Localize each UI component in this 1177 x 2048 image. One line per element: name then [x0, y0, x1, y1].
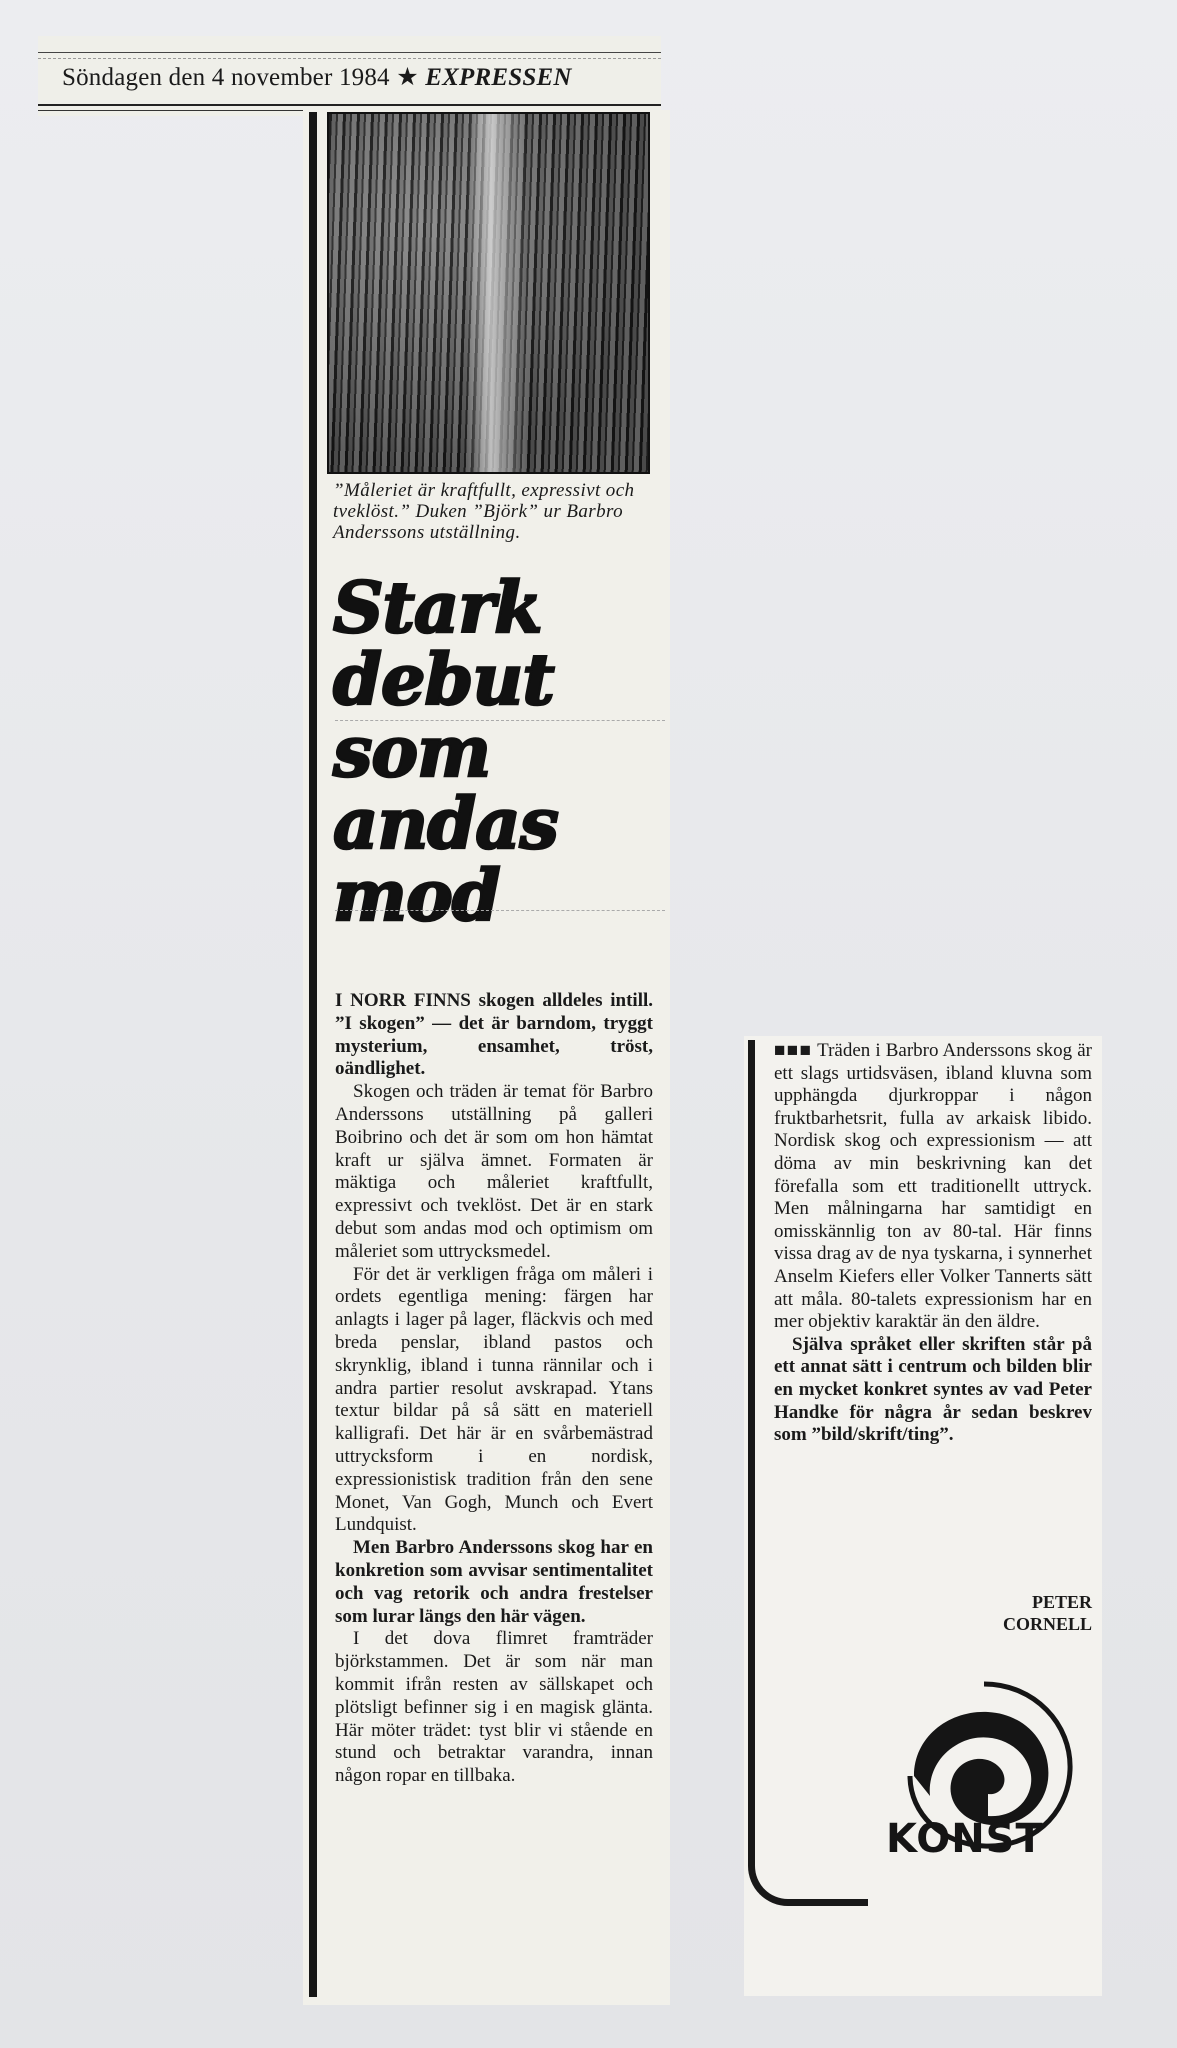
- continuation-clipping: [744, 1036, 1102, 1996]
- header-rule: [38, 104, 661, 106]
- continuation-text: Träden i Barbro Anderssons skog är ett slags urtidsväsen, ibland kluvna som upphängda djurkroppar i någon fruktbarhetsrit, fulla av arkaisk libido. Nordisk skog och expressionism — att döma av min beskrivning kan det förefalla som ett traditionellt uttryck. Men målningarna har samtidigt en omisskännlig ton av 80-tal. Här finns vissa drag av de nya tyskarna, i synnerhet Anselm Kiefers eller Volker Tannerts sätt att måla. 80-talets expressionism har en mer objektiv karaktär än den äldre.: [774, 1040, 1092, 1333]
- section-label: KONST: [886, 1816, 1044, 1862]
- article-paragraph: I det dova flimret framträder björkstammen. Det är som när man kommit ifrån resten av sällskapet och plötsligt befinner sig i en magisk glänta. Här möter trädet: tyst blir vi stående en stund och betraktar varandra, innan någon ropar en tillbaka.: [335, 1628, 653, 1787]
- star-icon: ★: [396, 64, 419, 91]
- headline-line: debut: [333, 638, 554, 721]
- birch-trunk: [467, 114, 527, 472]
- date-text: Söndagen den 4 november 1984: [62, 64, 390, 91]
- section-marker-icon: ■■■: [774, 1040, 813, 1061]
- divider: [335, 720, 665, 721]
- article-paragraph: För det är verkligen fråga om måleri i ordets egentliga mening: färgen har anlagts i lager på lager, fläckvis och med breda penslar, ibland pastos och skrynklig, ibland i tunna rännilar och i andra partier resolut avskrapad. Ytans textur bildar på så sätt en materiell kalligrafi. Det här är en svårbemästrad uttrycksform i en nordisk, expressionistisk tradition från den sene Monet, Van Gogh, Munch och Evert Lundquist.: [335, 1263, 653, 1536]
- birch-painting-photo: [327, 112, 650, 474]
- byline: [1003, 1591, 1092, 1635]
- header-rule: [38, 52, 661, 53]
- article-bold-paragraph: Men Barbro Anderssons skog har en konkretion som avvisar sentimentalitet och vag retorik och andra frestelser som lurar längs den här vägen.: [335, 1537, 653, 1627]
- headline-line: som: [333, 710, 491, 793]
- column-bar: [309, 112, 317, 1997]
- dateline: [62, 62, 572, 92]
- divider: [335, 910, 665, 911]
- article-body: [335, 990, 653, 1788]
- article-paragraph: Skogen och träden är temat för Barbro Anderssons utställning på galleri Boibrino och det är som om hon hämtat kraft ur själva ämnet. Formaten är mäktiga och måleriet kraftfullt, expressivt och tveklöst. Det är en stark debut som andas mod och optimism om måleriet som uttrycksmedel.: [335, 1081, 653, 1262]
- continuation-bold-paragraph: Själva språket eller skriften står på ett annat sätt i centrum och bilden blir en mycket konkret syntes av vad Peter Handke för några år sedan beskrev som ”bild/skrift/ting”.: [774, 1333, 1092, 1446]
- article-lead: I NORR FINNS skogen alldeles intill. ”I skogen” — det är barndom, tryggt mysterium, ensamhet, tröst, oändlighet.: [335, 990, 653, 1080]
- column-hook: [748, 1836, 868, 1906]
- column-bar: [748, 1040, 755, 1860]
- continuation-body: [774, 1040, 1092, 1447]
- headline: [333, 566, 663, 937]
- photo-caption: ”Måleriet är kraftfullt, expressivt och tveklöst.” Duken ”Björk” ur Barbro Anderssons utställning.: [333, 480, 635, 543]
- newspaper-name: EXPRESSEN: [425, 64, 572, 91]
- continuation-paragraph: [774, 1040, 1092, 1334]
- byline-first: PETER: [1031, 1592, 1092, 1612]
- headline-line: mod: [333, 854, 500, 937]
- byline-last: CORNELL: [1002, 1614, 1092, 1634]
- headline-line: Stark: [333, 566, 542, 649]
- article-clipping: [303, 110, 670, 2005]
- clipping-header: [38, 36, 661, 116]
- headline-line: andas: [333, 782, 558, 865]
- header-rule: [38, 58, 661, 59]
